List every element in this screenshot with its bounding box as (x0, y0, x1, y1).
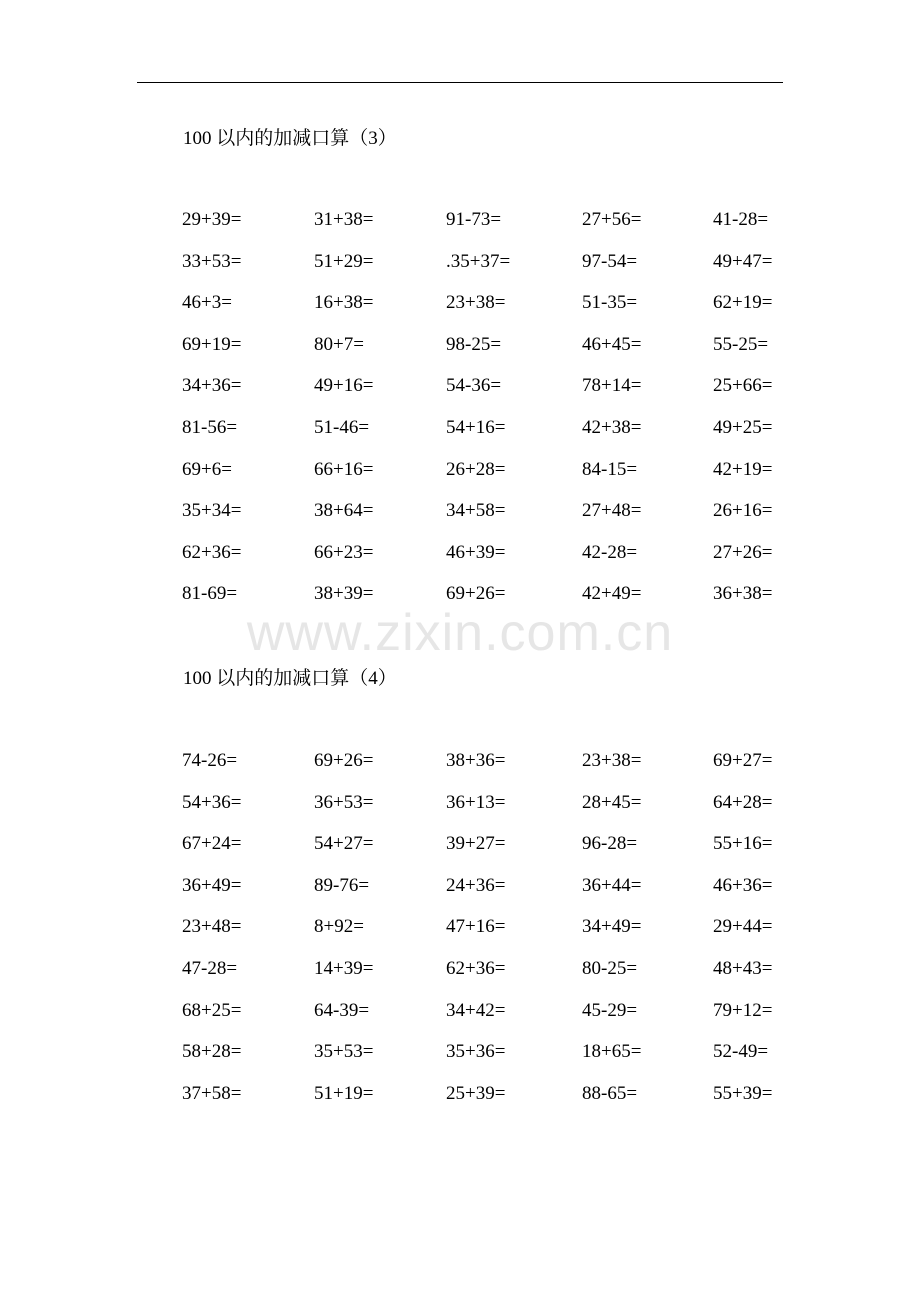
problem-row (182, 459, 802, 501)
problem-row (182, 958, 802, 1000)
math-problem: 68+25= (182, 999, 242, 1021)
math-problem: 16+38= (314, 292, 374, 314)
math-problem: 34+36= (182, 375, 242, 397)
math-problem: 41-28= (713, 209, 769, 230)
watermark: www.zixin.com.cn (246, 604, 674, 662)
math-problem: 26+16= (713, 500, 773, 522)
math-problem: 38+36= (446, 750, 506, 771)
math-problem: 58+28= (182, 1041, 242, 1063)
top-rule (137, 82, 783, 83)
math-problem: 78+14= (582, 375, 642, 397)
math-problem: 69+26= (314, 750, 374, 771)
math-problem: 23+38= (582, 750, 642, 771)
math-problem: 62+36= (446, 957, 506, 979)
math-problem: 49+25= (713, 416, 773, 438)
math-problem: .35+37= (446, 250, 511, 272)
math-problem: 18+65= (582, 1041, 642, 1063)
problem-row (182, 916, 802, 958)
math-problem: 36+38= (713, 583, 773, 605)
math-problem: 54+16= (446, 416, 506, 438)
math-problem: 96-28= (582, 833, 638, 855)
math-problem: 46+45= (582, 333, 642, 355)
math-problem: 55-25= (713, 333, 769, 355)
math-problem: 91-73= (446, 209, 502, 230)
problem-row (182, 792, 802, 834)
math-problem: 54+36= (182, 791, 242, 813)
math-problem: 62+36= (182, 541, 242, 563)
math-problem: 54-36= (446, 375, 502, 397)
math-problem: 35+34= (182, 500, 242, 522)
problem-grid (182, 209, 802, 625)
math-problem: 26+28= (446, 458, 506, 480)
math-problem: 45-29= (582, 999, 638, 1021)
problem-row (182, 1041, 802, 1083)
math-problem: 46+36= (713, 874, 773, 896)
problem-row (182, 833, 802, 875)
section-title: 100 以内的加减口算（3） (183, 128, 397, 149)
math-problem: 69+27= (713, 750, 773, 771)
section-title: 100 以内的加减口算（4） (183, 668, 397, 689)
math-problem: 36+13= (446, 791, 506, 813)
math-problem: 46+3= (182, 292, 232, 314)
math-problem: 42+38= (582, 416, 642, 438)
math-problem: 49+16= (314, 375, 374, 397)
math-problem: 64-39= (314, 999, 370, 1021)
math-problem: 55+16= (713, 833, 773, 855)
math-problem: 84-15= (582, 458, 638, 480)
math-problem: 80-25= (582, 957, 638, 979)
math-problem: 79+12= (713, 999, 773, 1021)
math-problem: 27+48= (582, 500, 642, 522)
math-problem: 14+39= (314, 957, 374, 979)
problem-row (182, 417, 802, 459)
math-problem: 52-49= (713, 1041, 769, 1063)
math-problem: 34+42= (446, 999, 506, 1021)
problem-row (182, 542, 802, 584)
problem-row (182, 334, 802, 376)
math-problem: 54+27= (314, 833, 374, 855)
math-problem: 62+19= (713, 292, 773, 314)
math-problem: 33+53= (182, 250, 242, 272)
math-problem: 81-69= (182, 583, 238, 605)
math-problem: 39+27= (446, 833, 506, 855)
math-problem: 80+7= (314, 333, 364, 355)
math-problem: 74-26= (182, 750, 238, 771)
math-problem: 37+58= (182, 1082, 242, 1104)
math-problem: 47+16= (446, 916, 506, 938)
problem-row (182, 1000, 802, 1042)
problem-row (182, 375, 802, 417)
math-problem: 81-56= (182, 416, 238, 438)
math-problem: 69+6= (182, 458, 232, 480)
math-problem: 36+53= (314, 791, 374, 813)
math-problem: 35+53= (314, 1041, 374, 1063)
problem-row (182, 1083, 802, 1125)
problem-row (182, 292, 802, 334)
math-problem: 25+39= (446, 1082, 506, 1104)
math-problem: 34+58= (446, 500, 506, 522)
math-problem: 42+19= (713, 458, 773, 480)
problem-row (182, 209, 802, 251)
math-problem: 51-46= (314, 416, 370, 438)
problem-row (182, 750, 802, 792)
math-problem: 49+47= (713, 250, 773, 272)
math-problem: 98-25= (446, 333, 502, 355)
math-problem: 27+26= (713, 541, 773, 563)
math-problem: 67+24= (182, 833, 242, 855)
math-problem: 24+36= (446, 874, 506, 896)
math-problem: 23+38= (446, 292, 506, 314)
math-problem: 35+36= (446, 1041, 506, 1063)
math-problem: 29+39= (182, 209, 242, 230)
math-problem: 31+38= (314, 209, 374, 230)
math-problem: 69+19= (182, 333, 242, 355)
problem-row (182, 875, 802, 917)
math-problem: 29+44= (713, 916, 773, 938)
math-problem: 46+39= (446, 541, 506, 563)
math-problem: 69+26= (446, 583, 506, 605)
math-problem: 25+66= (713, 375, 773, 397)
math-problem: 42+49= (582, 583, 642, 605)
math-problem: 66+16= (314, 458, 374, 480)
problem-row (182, 251, 802, 293)
math-problem: 47-28= (182, 957, 238, 979)
math-problem: 51+29= (314, 250, 374, 272)
math-problem: 28+45= (582, 791, 642, 813)
math-problem: 51-35= (582, 292, 638, 314)
math-problem: 8+92= (314, 916, 364, 938)
math-problem: 36+49= (182, 874, 242, 896)
math-problem: 89-76= (314, 874, 370, 896)
math-problem: 97-54= (582, 250, 638, 272)
math-problem: 48+43= (713, 957, 773, 979)
math-problem: 51+19= (314, 1082, 374, 1104)
math-problem: 36+44= (582, 874, 642, 896)
math-problem: 64+28= (713, 791, 773, 813)
math-problem: 23+48= (182, 916, 242, 938)
math-problem: 55+39= (713, 1082, 773, 1104)
math-problem: 34+49= (582, 916, 642, 938)
math-problem: 27+56= (582, 209, 642, 230)
problem-grid (182, 750, 802, 1124)
math-problem: 38+64= (314, 500, 374, 522)
problem-row (182, 500, 802, 542)
math-problem: 66+23= (314, 541, 374, 563)
math-problem: 42-28= (582, 541, 638, 563)
math-problem: 88-65= (582, 1082, 638, 1104)
math-problem: 38+39= (314, 583, 374, 605)
